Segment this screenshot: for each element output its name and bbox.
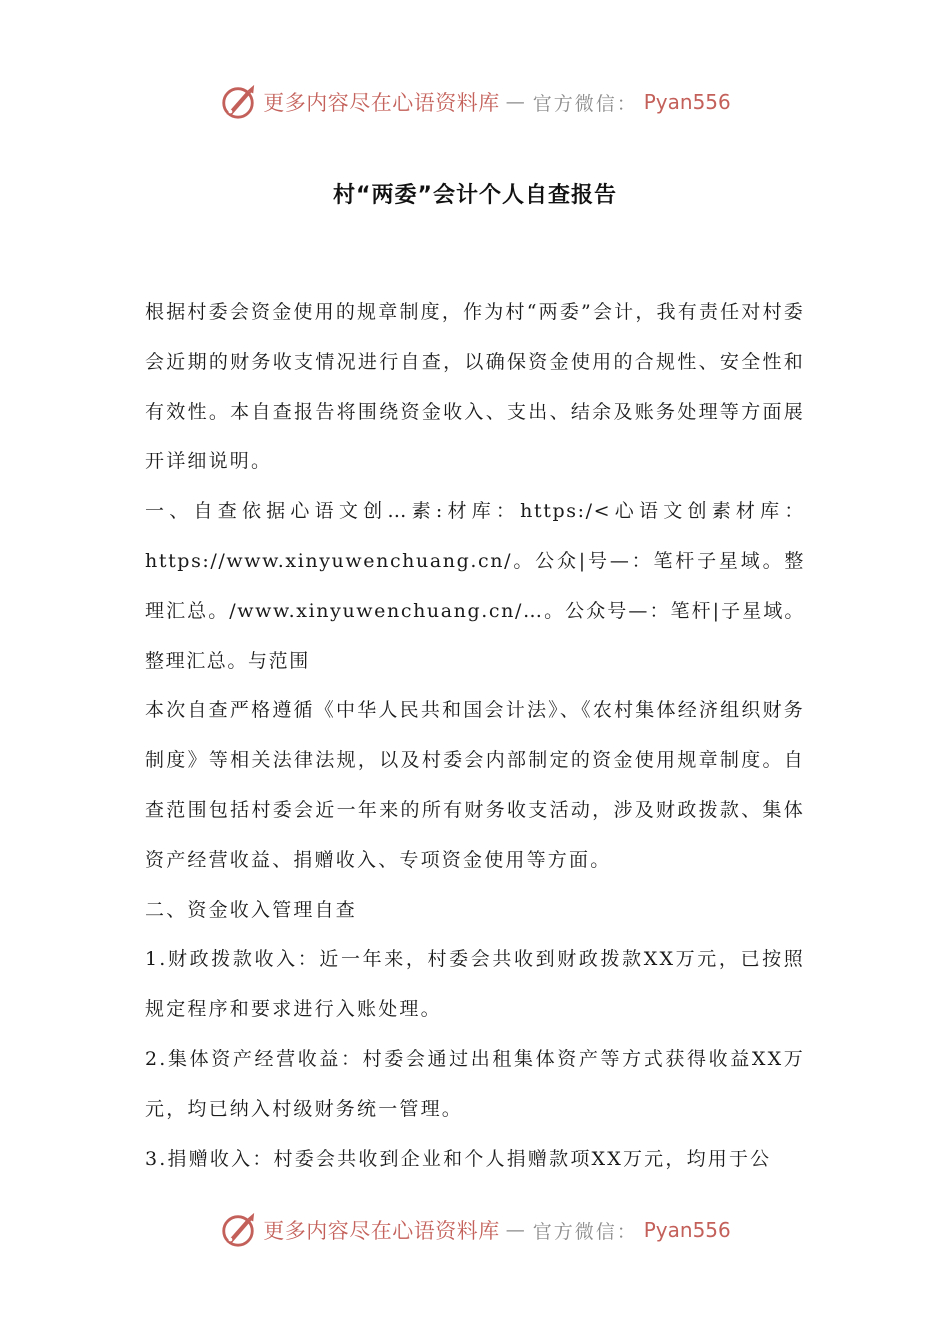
banner-dash: — <box>505 91 527 113</box>
paragraph-section-1-heading: 一、自查依据心语文创…素:材库：https:/<心语文创素材库：https://www.xinyuwenchuang.cn/。公众|号—：笔杆子星域。整理汇总。/www.xinyuwenchuang.cn/…。公众号—：笔杆|子星域。整理汇总。与范围 <box>145 500 805 672</box>
document-body <box>145 288 805 1184</box>
document-title: 村“两委”会计个人自查报告 <box>333 183 617 208</box>
paragraph-intro: 根据村委会资金使用的规章制度，作为村“两委”会计，我有责任对村委会近期的财务收支情况进行自查，以确保资金使用的合规性、安全性和有效性。本自查报告将围绕资金收入、支出、结余及账务处理等方面展开详细说明。 <box>145 301 805 473</box>
paragraph-section-2-heading: 二、资金收入管理自查 <box>145 898 358 921</box>
quill-logo-icon <box>219 1211 257 1249</box>
banner-wechat-label: 官方微信： <box>532 92 638 115</box>
paragraph-basis-scope: 本次自查严格遵循《中华人民共和国会计法》、《农村集体经济组织财务制度》等相关法律法规，以及村委会内部制定的资金使用规章制度。自查范围包括村委会近一年来的所有财务收支活动，涉及财政拨款、集体资产经营收益、捐赠收入、专项资金使用等方面。 <box>145 699 805 871</box>
banner-brand-text: 更多内容尽在心语资料库 <box>263 1219 500 1243</box>
banner-wechat-label: 官方微信： <box>532 1220 638 1243</box>
paragraph-fiscal-income: 1.财政拨款收入：近一年来，村委会共收到财政拨款XX万元，已按照规定程序和要求进行入账处理。 <box>145 948 805 1021</box>
header-watermark-banner <box>0 80 950 124</box>
footer-watermark-banner <box>0 1208 950 1252</box>
paragraph-donation-income: 3.捐赠收入：村委会共收到企业和个人捐赠款项XX万元，均用于公 <box>145 1147 772 1170</box>
banner-wechat-account: Pyan556 <box>643 90 731 114</box>
banner-brand-text: 更多内容尽在心语资料库 <box>263 91 500 115</box>
banner-wechat-account: Pyan556 <box>643 1218 731 1242</box>
banner-dash: — <box>505 1219 527 1241</box>
paragraph-asset-income: 2.集体资产经营收益：村委会通过出租集体资产等方式获得收益XX万元，均已纳入村级财务统一管理。 <box>145 1047 805 1120</box>
quill-logo-icon <box>219 83 257 121</box>
